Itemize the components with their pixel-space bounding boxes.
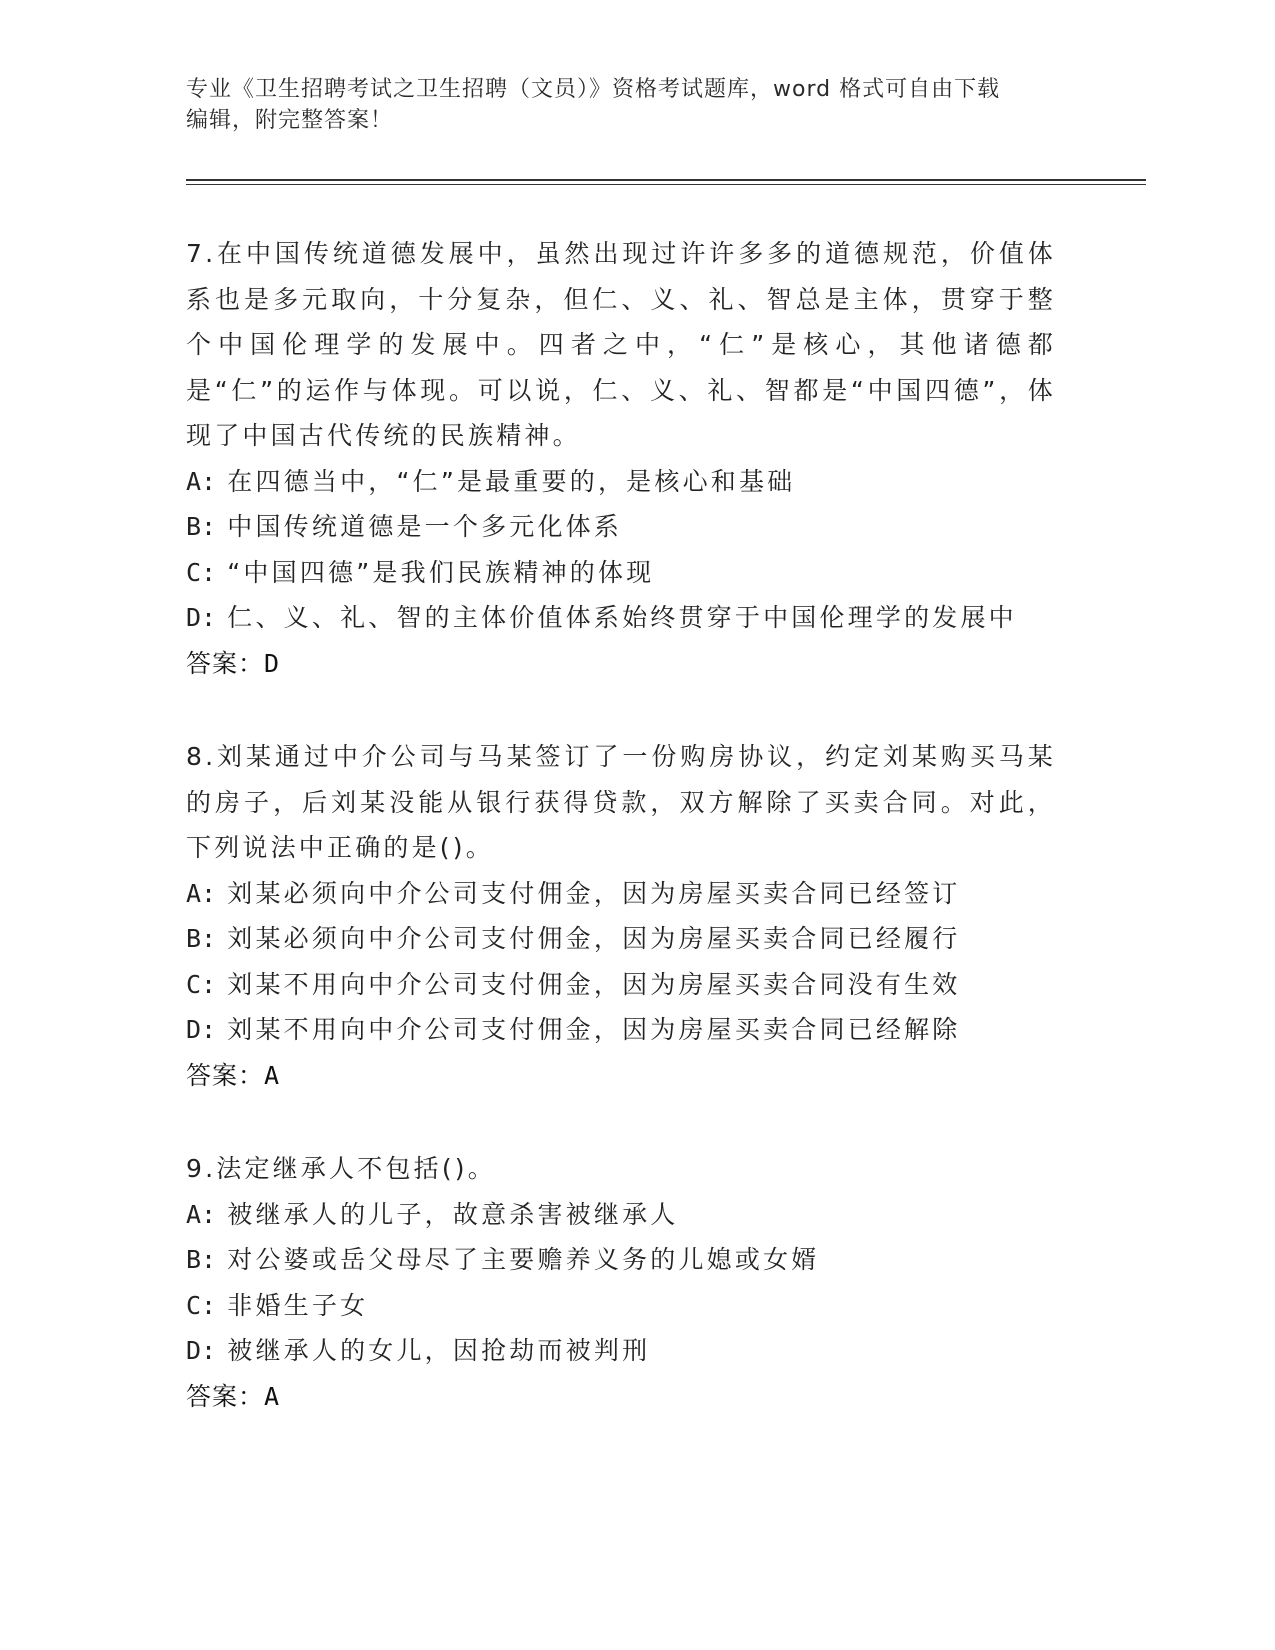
option-c	[186, 962, 1056, 1008]
question-list	[186, 231, 1056, 1467]
option-text: 中国传统道德是一个多元化体系	[227, 512, 623, 541]
question-8	[186, 734, 1056, 1098]
option-text: “中国四德”是我们民族精神的体现	[227, 557, 655, 587]
option-text: 刘某不用向中介公司支付佣金，因为房屋买卖合同没有生效	[227, 969, 961, 999]
option-text: 仁、义、礼、智的主体价值体系始终贯穿于中国伦理学的发展中	[227, 603, 1017, 632]
answer-label: 答案：	[186, 1060, 265, 1090]
option-text: 刘某不用向中介公司支付佣金，因为房屋买卖合同已经解除	[227, 1015, 961, 1044]
option-a	[186, 459, 1056, 505]
question-text: 9.法定继承人不包括()。	[186, 1154, 496, 1183]
option-letter: A:	[186, 878, 217, 908]
answer-line	[186, 641, 1056, 687]
option-text: 非婚生子女	[227, 1290, 369, 1320]
option-letter: D:	[186, 1015, 217, 1044]
answer-value: A	[264, 1381, 281, 1411]
option-d	[186, 1007, 1056, 1053]
option-b	[186, 504, 1056, 550]
option-letter: B:	[186, 512, 217, 541]
header-divider-thick	[186, 179, 1146, 181]
answer-value: A	[264, 1060, 281, 1090]
answer-line	[186, 1374, 1056, 1420]
question-7	[186, 231, 1056, 686]
option-text: 对公婆或岳父母尽了主要赡养义务的儿媳或女婿	[227, 1245, 820, 1274]
option-letter: D:	[186, 603, 217, 632]
option-text: 在四德当中，“仁”是最重要的，是核心和基础	[227, 466, 796, 496]
option-letter: C:	[186, 1290, 217, 1320]
option-letter: B:	[186, 1245, 217, 1274]
option-letter: C:	[186, 557, 217, 587]
question-9	[186, 1146, 1056, 1419]
option-text: 刘某必须向中介公司支付佣金，因为房屋买卖合同已经履行	[227, 924, 961, 953]
answer-label: 答案：	[186, 648, 265, 678]
header-line-2: 编辑，附完整答案！	[186, 108, 394, 133]
document-header	[186, 74, 1086, 136]
question-text: 8.刘某通过中介公司与马某签订了一份购房协议，约定刘某购买马某的房子，后刘某没能从银行获得贷款，双方解除了买卖合同。对此，下列说法中正确的是()。	[186, 742, 1056, 862]
option-b	[186, 1237, 1056, 1283]
option-letter: C:	[186, 969, 217, 999]
option-letter: B:	[186, 924, 217, 953]
option-letter: A:	[186, 1199, 217, 1229]
option-text: 刘某必须向中介公司支付佣金，因为房屋买卖合同已经签订	[227, 878, 961, 908]
header-divider-thin	[186, 184, 1146, 185]
option-b	[186, 916, 1056, 962]
answer-label: 答案：	[186, 1381, 265, 1411]
answer-line	[186, 1053, 1056, 1099]
option-text: 被继承人的女儿，因抢劫而被判刑	[227, 1336, 651, 1365]
option-d	[186, 595, 1056, 641]
option-d	[186, 1328, 1056, 1374]
question-text: 7.在中国传统道德发展中，虽然出现过许许多多的道德规范，价值体系也是多元取向，十分复杂，但仁、义、礼、智总是主体，贯穿于整个中国伦理学的发展中。四者之中，“仁”是核心，其他诸德都是“仁”的运作与体现。可以说，仁、义、礼、智都是“中国四德”，体现了中国古代传统的民族精神。	[186, 239, 1056, 450]
option-c	[186, 550, 1056, 596]
header-line-1: 专业《卫生招聘考试之卫生招聘（文员）》资格考试题库，word 格式可自由下载	[186, 77, 1001, 102]
option-a	[186, 1192, 1056, 1238]
answer-value: D	[264, 648, 281, 678]
option-letter: A:	[186, 466, 217, 496]
option-c	[186, 1283, 1056, 1329]
option-letter: D:	[186, 1336, 217, 1365]
option-text: 被继承人的儿子，故意杀害被继承人	[227, 1199, 679, 1229]
option-a	[186, 871, 1056, 917]
